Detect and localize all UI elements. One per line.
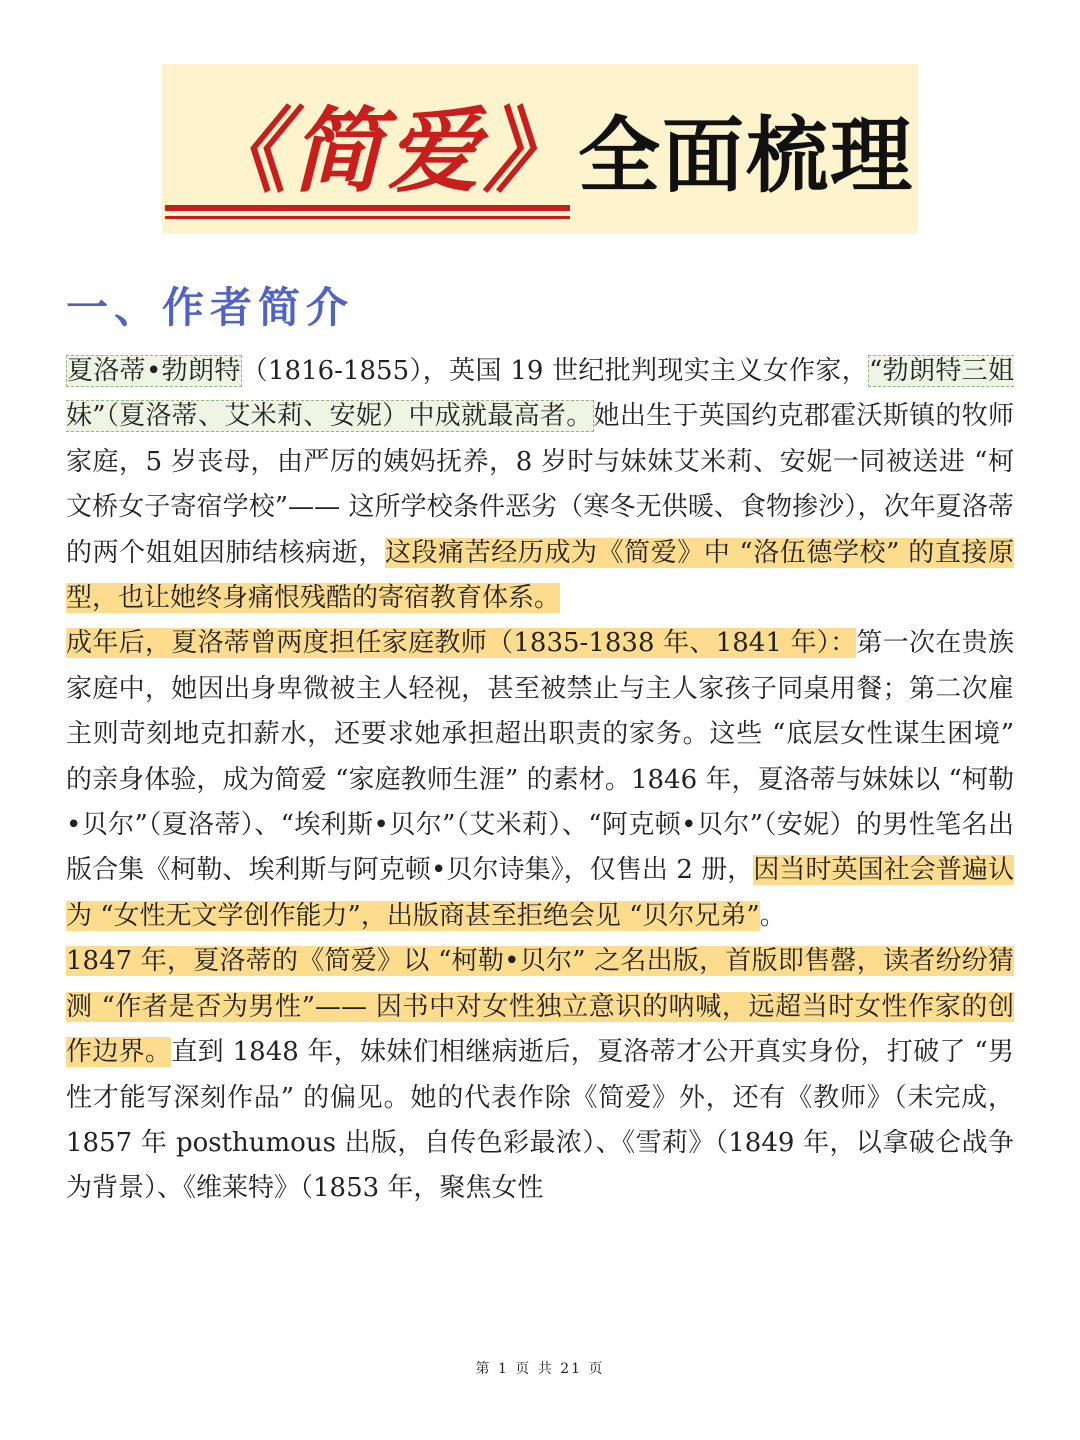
highlighted-text: 因当时英国社会普遍认为 “女性无文学创作能力”，出版商甚至拒绝会见 “贝尔兄弟” xyxy=(66,855,1014,931)
title-underline xyxy=(165,205,570,211)
title-book-name: 《简爱》 xyxy=(195,97,580,205)
title-subtitle: 全面梳理 xyxy=(578,108,915,204)
text-span: 第一次在贵族家庭中，她因出身卑微被主人轻视，甚至被禁止与主人家孩子同桌用餐；第二次雇主则苛刻地克扣薪水，还要求她承担超出职责的家务。这些 “底层女性谋生困境” 的亲身体验，成为简爱 “家庭教师生涯” 的素材。1846 年，夏洛蒂与妹妹以 “柯勒•贝尔”（夏洛蒂）、“埃利斯•贝尔”（艾米莉）、“阿克顿•贝尔”（安妮）的男性笔名出版合集《柯勒、埃利斯与阿克顿•贝尔诗集》，仅售出 2 册， xyxy=(66,628,1014,886)
document-body xyxy=(66,349,1014,1212)
highlighted-text: 1847 年，夏洛蒂的《简爱》以 “柯勒•贝尔” 之名出版，首版即售罄，读者纷纷猜测 “作者是否为男性”—— 因书中对女性独立意识的呐喊，远超当时女性作家的创作边界。 xyxy=(66,946,1014,1068)
paragraph-author-intro xyxy=(66,349,1014,621)
paragraph-governess xyxy=(66,621,1014,939)
text-span: 直到 1848 年，妹妹们相继病逝后，夏洛蒂才公开真实身份，打破了 “男性才能写深刻作品” 的偏见。她的代表作除《简爱》外，还有《教师》（未完成，1857 年 posthumous 出版，自传色彩最浓）、《雪莉》（1849 年，以拿破仑战争为背景）、《维莱特》（1853 年，聚焦女性 xyxy=(66,1037,1014,1204)
boxed-sisters-note: “勃朗特三姐妹”（夏洛蒂、艾米莉、安妮）中成就最高者。 xyxy=(66,356,1014,432)
paragraph-publication xyxy=(66,939,1014,1211)
text-span: 。 xyxy=(759,900,786,931)
page-footer: 第 1 页 共 21 页 xyxy=(475,1361,605,1377)
text-span: （1816-1855），英国 19 世纪批判现实主义女作家， xyxy=(241,356,869,386)
boxed-author-name: 夏洛蒂•勃朗特 xyxy=(67,356,241,386)
title-underline-thin xyxy=(165,216,570,219)
section-heading-author: 一、作者简介 xyxy=(66,283,355,332)
highlighted-text: 这段痛苦经历成为《简爱》中 “洛伍德学校” 的直接原型，也让她终身痛恨残酷的寄宿教育体系。 xyxy=(66,537,1014,614)
text-span: 她出生于英国约克郡霍沃斯镇的牧师家庭，5 岁丧母，由严厉的姨妈抚养，8 岁时与妹妹艾米莉、安妮一同被送进 “柯文桥女子寄宿学校”—— 这所学校条件恶劣（寒冬无供暖、食物掺沙），次年夏洛蒂的两个姐姐因肺结核病逝， xyxy=(66,401,1014,568)
highlighted-text: 成年后，夏洛蒂曾两度担任家庭教师（1835-1838 年、1841 年）： xyxy=(66,628,857,659)
